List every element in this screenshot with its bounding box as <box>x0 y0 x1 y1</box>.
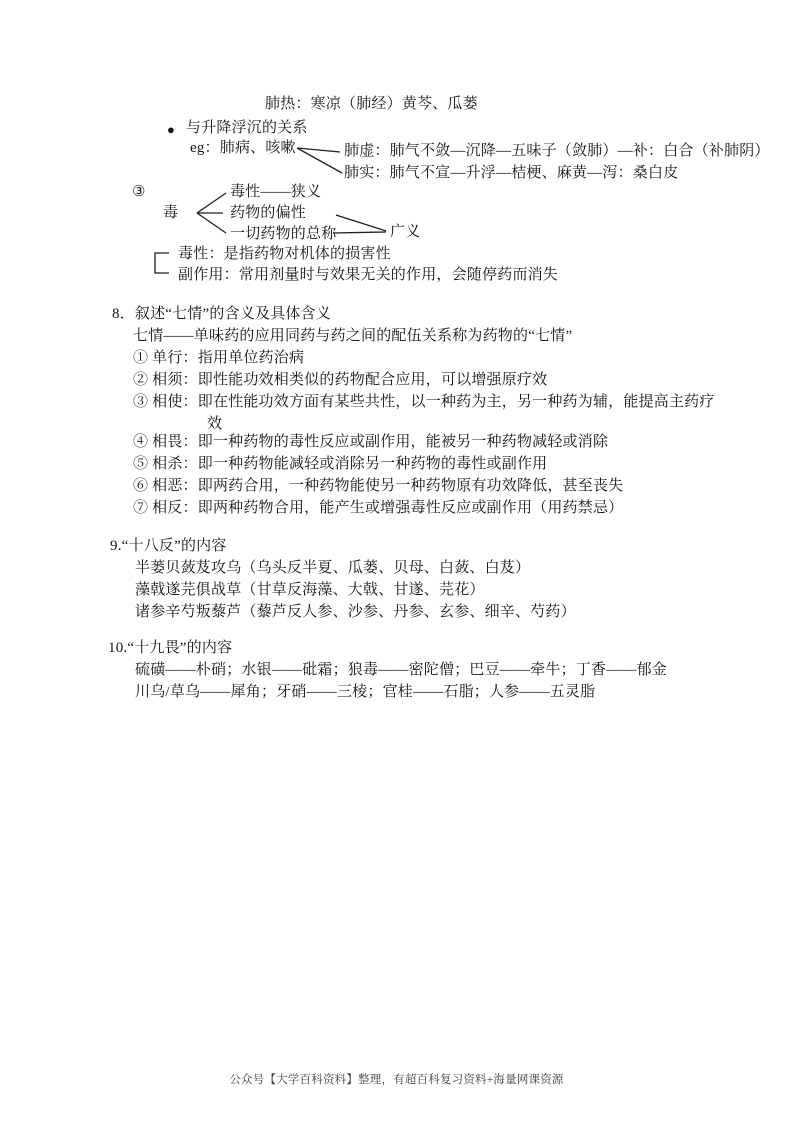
q9-line: 诸参辛芍叛藜芦（藜芦反人参、沙参、丹参、玄参、细辛、芍药） <box>135 604 576 620</box>
connector-line <box>197 213 226 233</box>
branch-bias: 药物的偏性 <box>230 205 307 221</box>
feixu-line: 肺虚：肺气不敛—沉降—五味子（敛肺）—补：白合（补肺阴） <box>344 143 770 159</box>
bullet-label: 与升降浮沉的关系 <box>186 120 308 136</box>
connector-line <box>333 232 386 233</box>
feire-line: 肺热：寒凉（肺经）黄芩、瓜蒌 <box>265 96 478 112</box>
connector-line <box>336 215 386 231</box>
list-item: ① 单行：指用单位药治病 <box>133 350 305 366</box>
connector-line <box>297 148 340 152</box>
list-item: ⑤ 相杀：即一种药物能减轻或消除另一种药物的毒性或副作用 <box>133 456 548 472</box>
connector-line <box>197 193 226 213</box>
q9-heading: 9.“十八反”的内容 <box>110 538 227 554</box>
q10-line: 川乌/草乌——犀角；牙硝——三棱；官桂——石脂；人参——五灵脂 <box>135 684 596 700</box>
q9-line: 半蒌贝蔹芨攻乌（乌头反半夏、瓜蒌、贝母、白蔹、白芨） <box>135 560 531 576</box>
index-circled-3: ③ <box>132 184 146 200</box>
q8-heading: 8．叙述“七情”的含义及具体含义 <box>112 306 332 322</box>
list-item: ⑦ 相反：即两种药物合用，能产生或增强毒性反应或副作用（用药禁忌） <box>133 500 624 516</box>
list-item: ② 相须：即性能功效相类似的药物配合应用，可以增强原疗效 <box>133 372 548 388</box>
list-item: ④ 相畏：即一种药物的毒性反应或副作用，能被另一种药物减轻或消除 <box>133 434 609 450</box>
q10-heading: 10.“十九畏”的内容 <box>108 640 233 656</box>
note-toxicity: 毒性：是指药物对机体的损害性 <box>178 246 391 262</box>
toxicity-root: 毒 <box>163 205 179 221</box>
q10-line: 硫磺——朴硝；水银——砒霜；狼毒——密陀僧；巴豆——牵牛；丁香——郁金 <box>135 662 668 678</box>
list-item-continuation: 效 <box>207 416 223 432</box>
connector-line <box>297 148 342 173</box>
footer-note: 公众号【大学百科资料】整理，有超百科复习资料+海量网课资源 <box>229 1074 564 1086</box>
branch-narrow: 毒性——狭义 <box>230 184 322 200</box>
q8-intro: 七情——单味药的应用同药与药之间的配伍关系称为药物的“七情” <box>133 328 573 344</box>
list-item: ⑥ 相恶：即两药合用，一种药物能使另一种药物原有功效降低，甚至丧失 <box>133 478 624 494</box>
eg-label: eg：肺病、咳嗽 <box>190 140 296 156</box>
list-item: ③ 相使：即在性能功效方面有某些共性，以一种药为主，另一种药为辅，能提高主药疗 <box>133 394 715 410</box>
feishi-line: 肺实：肺气不宣—升浮—桔梗、麻黄—泻：桑白皮 <box>344 165 679 181</box>
branch-all: 一切药物的总称 <box>230 226 337 242</box>
bracket-line <box>155 253 169 273</box>
broad-label: 广义 <box>390 224 421 240</box>
q9-line: 藻戟遂芫俱战草（甘草反海藻、大戟、甘遂、芫花） <box>135 582 485 598</box>
note-side-effect: 副作用：常用剂量时与效果无关的作用，会随停药而消失 <box>178 267 559 283</box>
bullet-icon: ● <box>167 122 176 137</box>
